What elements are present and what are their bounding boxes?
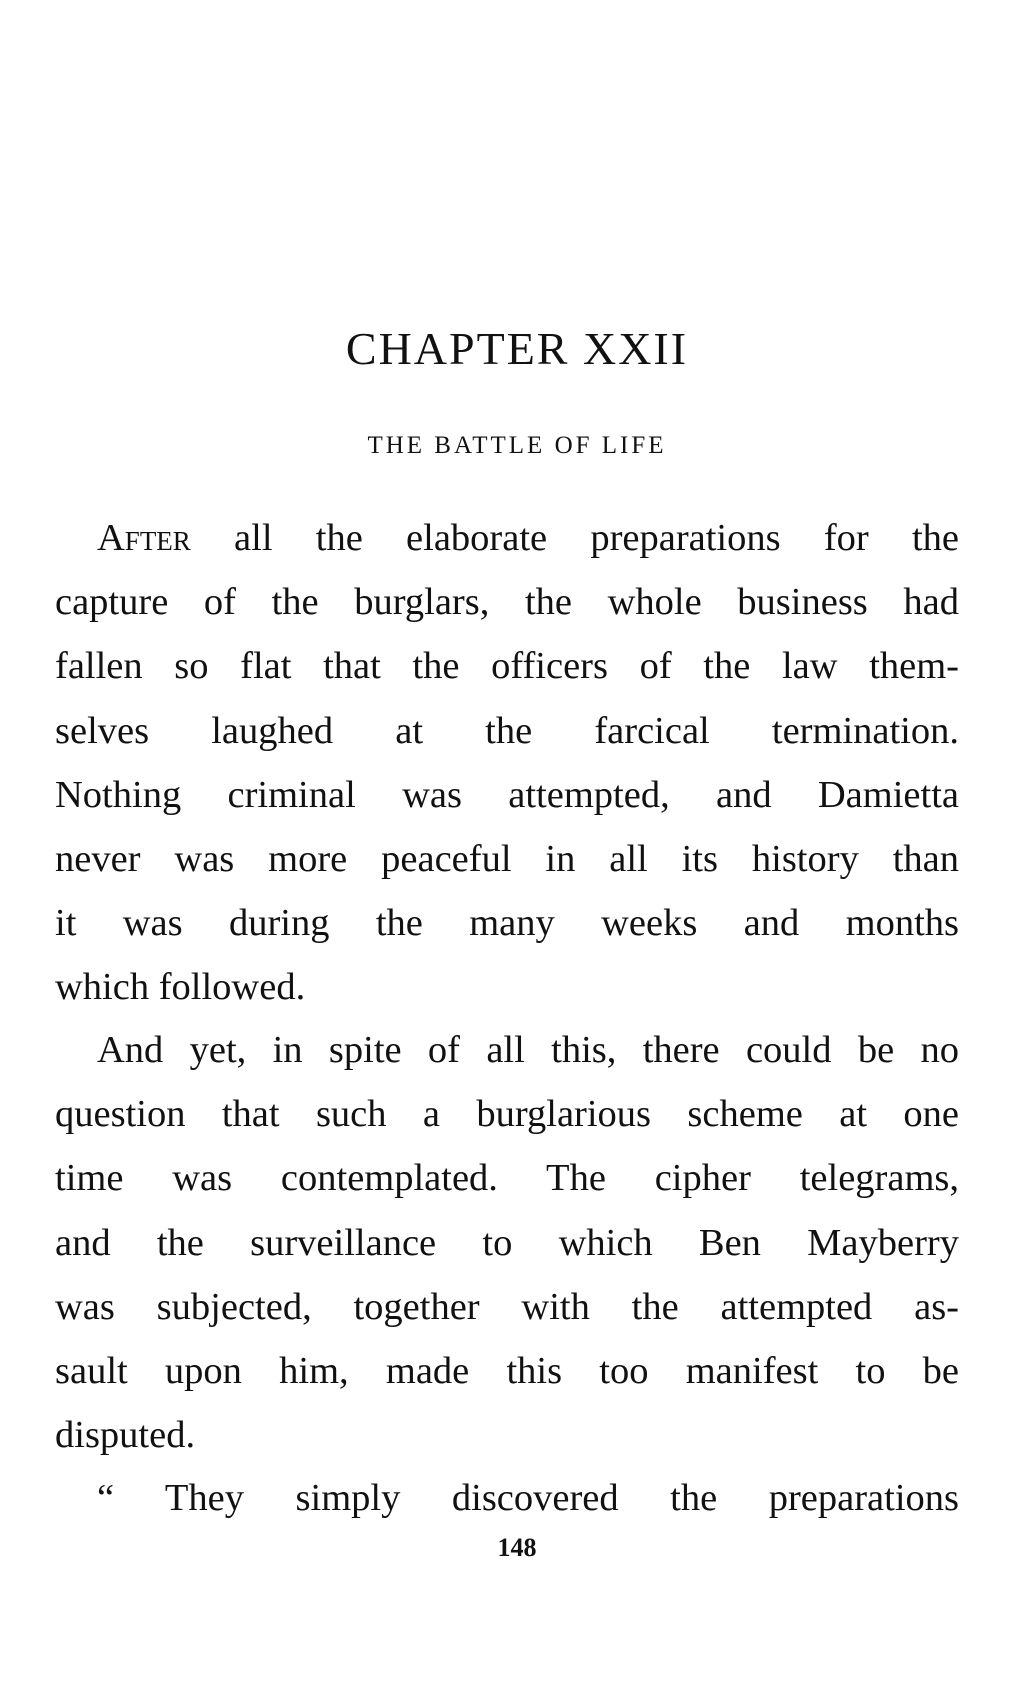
paragraph-line: which followed. [55,966,306,1009]
paragraph-line: disputed. [55,1414,196,1457]
paragraph-line: question that such a burglarious scheme at one [55,1093,959,1136]
paragraph-line: “ They simply discovered the preparations [97,1477,959,1519]
paragraph-line: sault upon him, made this too manifest to be [55,1349,959,1392]
paragraph-line: and the surveillance to which Ben Mayberry [55,1221,959,1264]
paragraph-1 [55,506,959,1020]
paragraph-line: was subjected, together with the attempted as- [55,1285,959,1328]
paragraph-3 [55,1466,959,1530]
paragraph-line: selves laughed at the farcical termination. [55,709,959,752]
page-number: 148 [497,1533,537,1562]
chapter-subtitle: THE BATTLE OF LIFE [367,432,667,459]
drop-word: After [97,517,191,559]
paragraph-line: it was during the many weeks and months [55,902,959,945]
paragraph-line: And yet, in spite of all this, there could be no [97,1029,959,1071]
chapter-title: CHAPTER XXII [345,323,689,374]
paragraph-line: fallen so flat that the officers of the law them- [55,645,959,688]
paragraph-2 [55,1018,959,1467]
paragraph-line: time was contemplated. The cipher telegrams, [55,1157,959,1200]
paragraph-line: Nothing criminal was attempted, and Damietta [55,773,959,816]
paragraph-line: capture of the burglars, the whole business had [55,581,959,624]
paragraph-line: After all the elaborate preparations for the [97,517,959,559]
paragraph-line: never was more peaceful in all its history than [55,837,959,880]
